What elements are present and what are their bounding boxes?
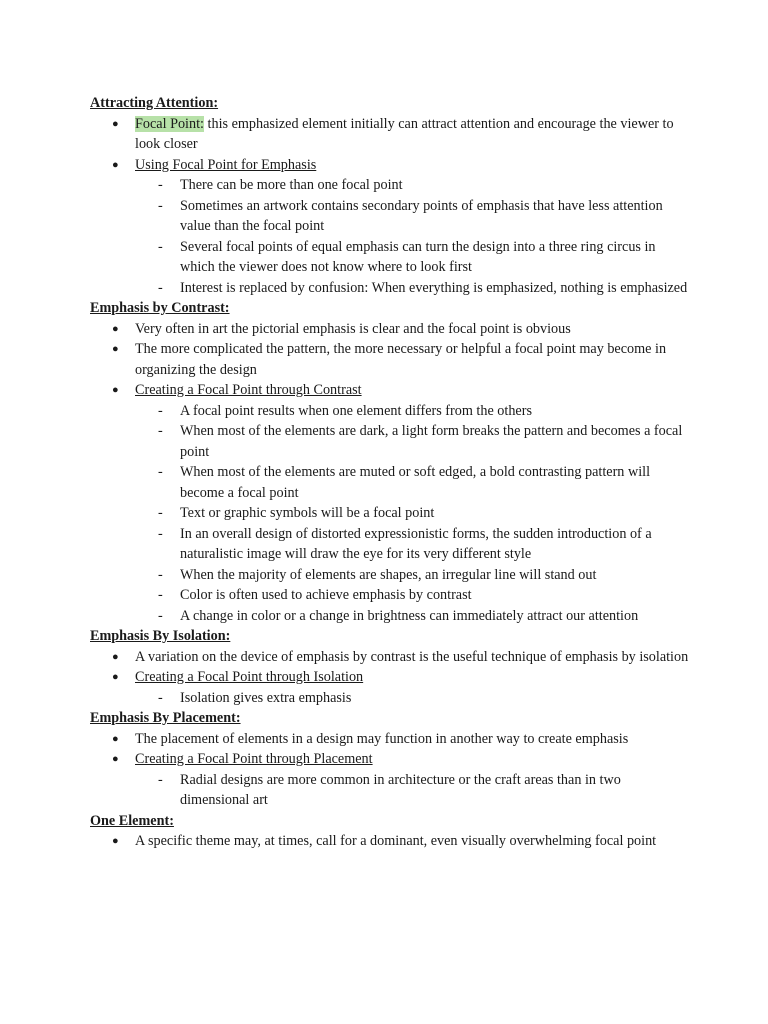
subheading-text: Creating a Focal Point through Contrast [135, 382, 362, 398]
dash-item [90, 401, 690, 422]
dash-item [90, 462, 690, 503]
bullet-item [90, 114, 690, 155]
bullet-text: A specific theme may, at times, call for a dominant, even visually overwhelming focal point [135, 833, 657, 849]
dash-item [90, 421, 690, 462]
dash-marker: - [158, 238, 163, 255]
dash-marker: - [158, 525, 163, 542]
dash-text: Color is often used to achieve emphasis by contrast [180, 587, 472, 603]
dash-text: Text or graphic symbols will be a focal point [180, 505, 435, 521]
bullet-item [90, 831, 690, 852]
section-heading-emphasis-by-isolation: Emphasis By Isolation: [90, 628, 231, 644]
bullet-marker: ● [112, 671, 119, 683]
bullet-item [90, 729, 690, 750]
dash-text: When the majority of elements are shapes, an irregular line will stand out [180, 566, 597, 583]
dash-item [90, 770, 690, 811]
dash-text: Isolation gives extra emphasis [180, 689, 352, 706]
highlighted-term: Focal Point: [135, 115, 204, 132]
bullet-item [90, 667, 690, 688]
bullet-text: A variation on the device of emphasis by contrast is the useful technique of emphasis by isolation [135, 648, 689, 665]
dash-marker: - [158, 689, 163, 706]
dash-marker: - [158, 197, 163, 214]
section-heading-emphasis-by-placement: Emphasis By Placement: [90, 710, 241, 726]
dash-text: A focal point results when one element differs from the others [180, 402, 532, 419]
dash-marker: - [158, 464, 163, 480]
dash-marker: - [158, 607, 163, 624]
bullet-item [90, 380, 690, 401]
section-heading-attracting-attention: Attracting Attention: [90, 95, 219, 111]
subheading-text: Using Focal Point for Emphasis [135, 156, 317, 173]
bullet-text: The placement of elements in a design may function in another way to create emphasis [135, 730, 629, 747]
dash-text: When most of the elements are dark, a light form breaks the pattern and becomes a focal point [180, 423, 683, 460]
section-heading-one-element: One Element: [90, 812, 174, 829]
bullet-marker: ● [112, 343, 119, 355]
document-page [90, 93, 690, 852]
dash-marker: - [158, 423, 163, 439]
dash-text: Sometimes an artwork contains secondary points of emphasis that have less attention value than the focal point [180, 197, 663, 234]
bullet-item [90, 647, 690, 668]
bullet-item [90, 319, 690, 340]
bullet-item [90, 339, 690, 380]
bullet-item [90, 155, 690, 176]
dash-item [90, 278, 690, 299]
dash-item [90, 585, 690, 606]
dash-marker: - [158, 587, 163, 603]
dash-marker: - [158, 402, 163, 419]
bullet-text: Very often in art the pictorial emphasis is clear and the focal point is obvious [135, 320, 571, 337]
dash-marker: - [158, 505, 163, 521]
dash-item [90, 175, 690, 196]
dash-marker: - [158, 177, 163, 193]
dash-item [90, 524, 690, 565]
dash-marker: - [158, 566, 163, 583]
dash-marker: - [158, 771, 163, 788]
dash-text: Interest is replaced by confusion: When everything is emphasized, nothing is emphasized [180, 279, 688, 296]
subheading-text: Creating a Focal Point through Placement [135, 751, 373, 767]
subheading-text: Creating a Focal Point through Isolation [135, 669, 364, 685]
dash-text: There can be more than one focal point [180, 177, 403, 193]
dash-text: When most of the elements are muted or soft edged, a bold contrasting pattern will become a focal point [180, 464, 651, 501]
bullet-marker: ● [112, 835, 119, 847]
bullet-marker: ● [112, 322, 119, 335]
bullet-text: this emphasized element initially can attract attention and encourage the viewer to look closer [135, 115, 674, 152]
bullet-item [90, 749, 690, 770]
dash-marker: - [158, 279, 163, 296]
dash-item [90, 237, 690, 278]
dash-item [90, 688, 690, 709]
dash-text: A change in color or a change in brightness can immediately attract our attention [180, 607, 639, 624]
bullet-marker: ● [112, 158, 119, 171]
dash-text: Radial designs are more common in architecture or the craft areas than in two dimensional art [180, 771, 621, 808]
bullet-marker: ● [112, 732, 119, 745]
dash-item [90, 606, 690, 627]
dash-item [90, 503, 690, 524]
bullet-marker: ● [112, 650, 119, 663]
dash-text: Several focal points of equal emphasis can turn the design into a three ring circus in which the viewer does not know where to look first [180, 238, 656, 275]
dash-item [90, 565, 690, 586]
section-heading-emphasis-by-contrast: Emphasis by Contrast: [90, 300, 230, 316]
bullet-marker: ● [112, 117, 119, 130]
dash-item [90, 196, 690, 237]
bullet-marker: ● [112, 753, 119, 765]
bullet-text: The more complicated the pattern, the more necessary or helpful a focal point may become in organizing the design [135, 341, 667, 378]
bullet-marker: ● [112, 384, 119, 396]
dash-text: In an overall design of distorted expressionistic forms, the sudden introduction of a naturalistic image will draw the eye for its very different style [180, 525, 652, 562]
